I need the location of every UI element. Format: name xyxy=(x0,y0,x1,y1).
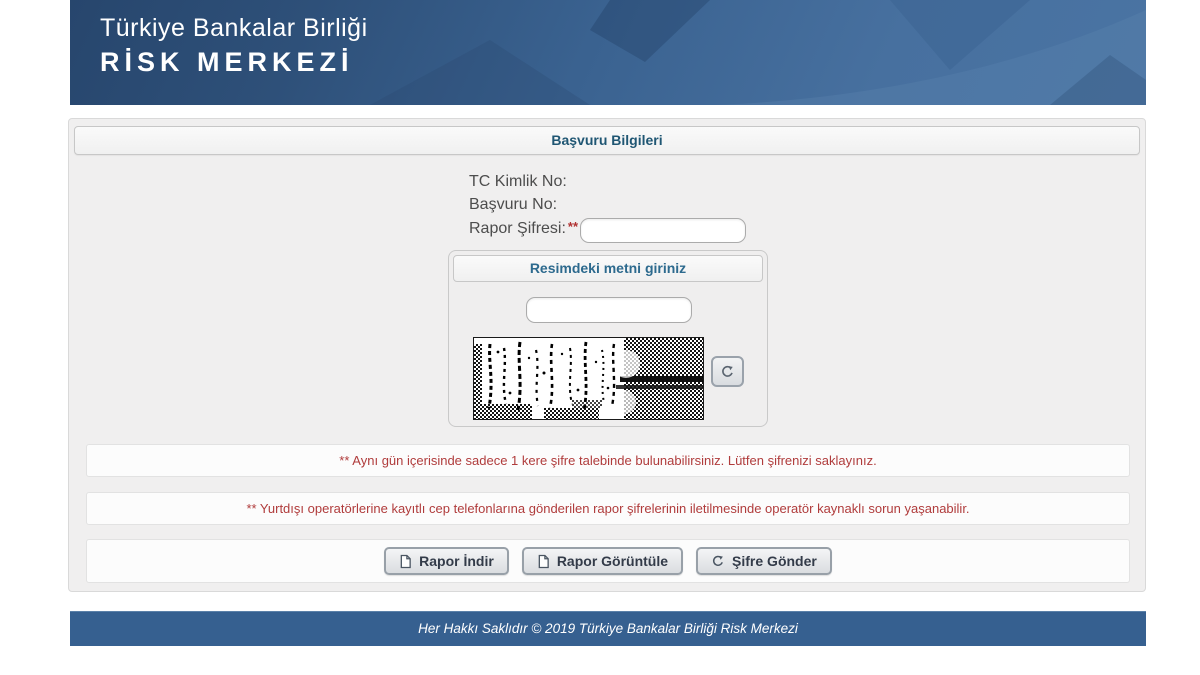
sifre-gonder-label: Şifre Gönder xyxy=(732,553,817,569)
captcha-noise-graphic xyxy=(474,338,703,419)
rapor-sifresi-input[interactable] xyxy=(580,218,746,243)
main-panel xyxy=(68,118,1146,592)
refresh-icon xyxy=(720,364,735,379)
header-banner xyxy=(70,0,1146,105)
rapor-indir-label: Rapor İndir xyxy=(419,553,494,569)
rapor-goruntule-label: Rapor Görüntüle xyxy=(556,553,669,569)
captcha-refresh-button[interactable] xyxy=(711,356,744,387)
footer-copyright: Her Hakkı Saklıdır © 2019 Türkiye Bankalar Birliği Risk Merkezi xyxy=(70,611,1146,646)
brand-logo xyxy=(100,14,368,78)
notice-password-once: ** Aynı gün içerisinde sadece 1 kere şifre talebinde bulunabilirsiniz. Lütfen şifrenizi saklayınız. xyxy=(86,444,1130,477)
captcha-title: Resimdeki metni giriniz xyxy=(453,255,763,282)
captcha-image xyxy=(473,337,704,420)
brand-line1: Türkiye Bankalar Birliği xyxy=(100,14,368,42)
rapor-goruntule-button[interactable] xyxy=(522,547,683,575)
panel-title: Başvuru Bilgileri xyxy=(74,126,1140,155)
refresh-icon xyxy=(711,554,725,568)
captcha-fieldset xyxy=(448,250,768,427)
tc-kimlik-label: TC Kimlik No: xyxy=(469,173,567,190)
captcha-input[interactable] xyxy=(526,297,692,323)
rapor-sifresi-label: Rapor Şifresi: ** xyxy=(469,219,579,237)
notice-foreign-operator: ** Yurtdışı operatörlerine kayıtlı cep telefonlarına gönderilen rapor şifrelerinin iletilmesinde operatör kaynaklı sorun yaşanabilir. xyxy=(86,492,1130,525)
sifre-gonder-button[interactable] xyxy=(696,547,832,575)
required-marker: ** xyxy=(567,219,579,234)
basvuru-no-label: Başvuru No: xyxy=(469,196,558,213)
button-bar xyxy=(86,539,1130,583)
brand-line2: RİSK MERKEZİ xyxy=(100,47,354,77)
document-icon xyxy=(537,554,550,569)
rapor-indir-button[interactable] xyxy=(384,547,509,575)
document-icon xyxy=(399,554,412,569)
